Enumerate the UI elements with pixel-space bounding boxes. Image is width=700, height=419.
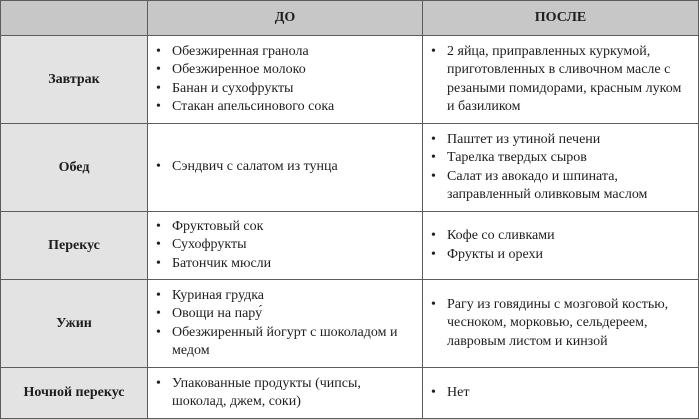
header-after: ПОСЛЕ [423,1,699,36]
list-item: • Паштет из утиной печени [431,131,692,150]
before-cell [148,280,423,368]
list-item: • Нет [431,384,692,403]
meal-label: Перекус [1,212,148,280]
header-before: ДО [148,1,423,36]
list-item: • Обезжиренный йогурт с шоколадом и медом [156,324,416,361]
list-item: • Куриная грудка [156,287,416,306]
list-item: • Батончик мюсли [156,255,416,274]
header-corner-cell [1,1,148,36]
list-item: • 2 яйца, приправленных куркумой, приготовленных в сливочном масле с резаными помидорами, красным луком и базиликом [431,43,692,117]
list-item: • Тарелка твердых сыров [431,149,692,168]
before-cell [148,212,423,280]
meal-label: Завтрак [1,36,148,124]
table-row [1,36,699,124]
table-row [1,280,699,368]
list-item: • Овощи на пару́ [156,305,416,324]
list-item: • Упакованные продукты (чипсы, шоколад, джем, соки) [156,375,416,412]
list-item: • Обезжиренная гранола [156,43,416,62]
after-cell [423,124,699,212]
list-item: • Фруктовый сок [156,218,416,237]
meal-label: Обед [1,124,148,212]
meal-label: Ночной перекус [1,368,148,419]
after-cell [423,212,699,280]
list-item: • Фрукты и орехи [431,246,692,265]
table-row [1,368,699,419]
meal-label: Ужин [1,280,148,368]
before-cell [148,124,423,212]
before-cell [148,36,423,124]
after-cell [423,36,699,124]
after-cell [423,368,699,419]
header-row [1,1,699,36]
list-item: • Кофе со сливками [431,227,692,246]
after-cell [423,280,699,368]
before-cell [148,368,423,419]
list-item: • Сэндвич с салатом из тунца [156,158,416,177]
list-item: • Банан и сухофрукты [156,80,416,99]
list-item: • Сухофрукты [156,236,416,255]
list-item: • Рагу из говядины с мозговой костью, чесноком, морковью, сельдереем, лавровым листом и кинзой [431,296,692,352]
list-item: • Салат из авокадо и шпината, заправленный оливковым маслом [431,168,692,205]
list-item: • Стакан апельсинового сока [156,98,416,117]
table-row [1,212,699,280]
list-item: • Обезжиренное молоко [156,61,416,80]
table-row [1,124,699,212]
